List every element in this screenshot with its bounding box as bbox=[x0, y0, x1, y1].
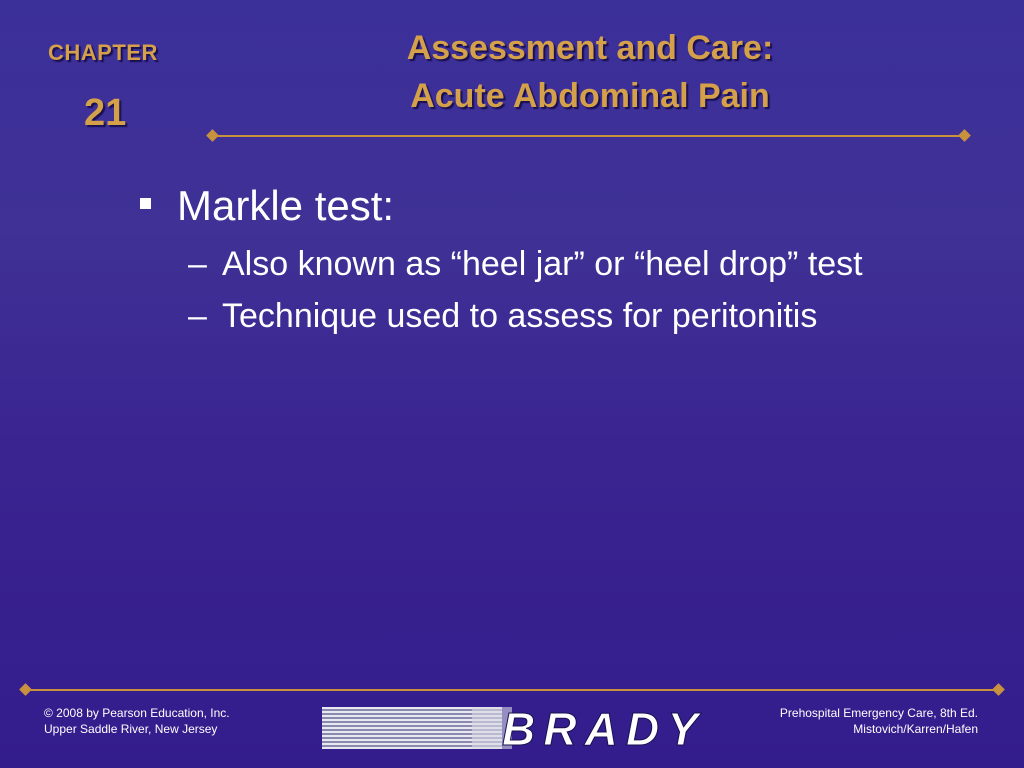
footer-rule bbox=[25, 689, 999, 691]
footer-rule-right-diamond bbox=[992, 683, 1005, 696]
header-rule-left-diamond bbox=[206, 129, 219, 142]
header-rule-right-diamond bbox=[958, 129, 971, 142]
slide-title bbox=[320, 24, 860, 120]
publication-line-2: Mistovich/Karren/Hafen bbox=[853, 722, 978, 736]
title-line-2: Acute Abdominal Pain bbox=[410, 77, 770, 115]
footer-publication bbox=[780, 705, 978, 737]
square-bullet-icon bbox=[140, 198, 151, 209]
publication-line-1: Prehospital Emergency Care, 8th Ed. bbox=[779, 706, 978, 720]
footer-copyright bbox=[44, 705, 230, 737]
sub-item bbox=[188, 242, 960, 286]
title-line-1: Assessment and Care: bbox=[406, 29, 774, 67]
slide-content bbox=[140, 180, 960, 346]
sub-item bbox=[188, 294, 960, 338]
header-rule bbox=[213, 135, 965, 137]
sub-list bbox=[188, 242, 960, 338]
dash-marker: – bbox=[188, 297, 207, 335]
dash-marker: – bbox=[188, 245, 207, 283]
copyright-line-2: Upper Saddle River, New Jersey bbox=[44, 722, 218, 736]
logo-text: BRADY bbox=[502, 703, 698, 751]
copyright-line-1: © 2008 by Pearson Education, Inc. bbox=[44, 706, 230, 720]
chapter-number: 21 bbox=[84, 92, 127, 134]
chapter-label: CHAPTER bbox=[48, 40, 158, 65]
sub-item-text: Technique used to assess for peritonitis bbox=[222, 297, 818, 335]
sub-item-text: Also known as “heel jar” or “heel drop” test bbox=[222, 245, 863, 283]
bullet-item bbox=[140, 180, 960, 232]
brady-logo bbox=[322, 703, 702, 751]
footer-rule-left-diamond bbox=[19, 683, 32, 696]
bullet-text: Markle test: bbox=[177, 182, 395, 229]
